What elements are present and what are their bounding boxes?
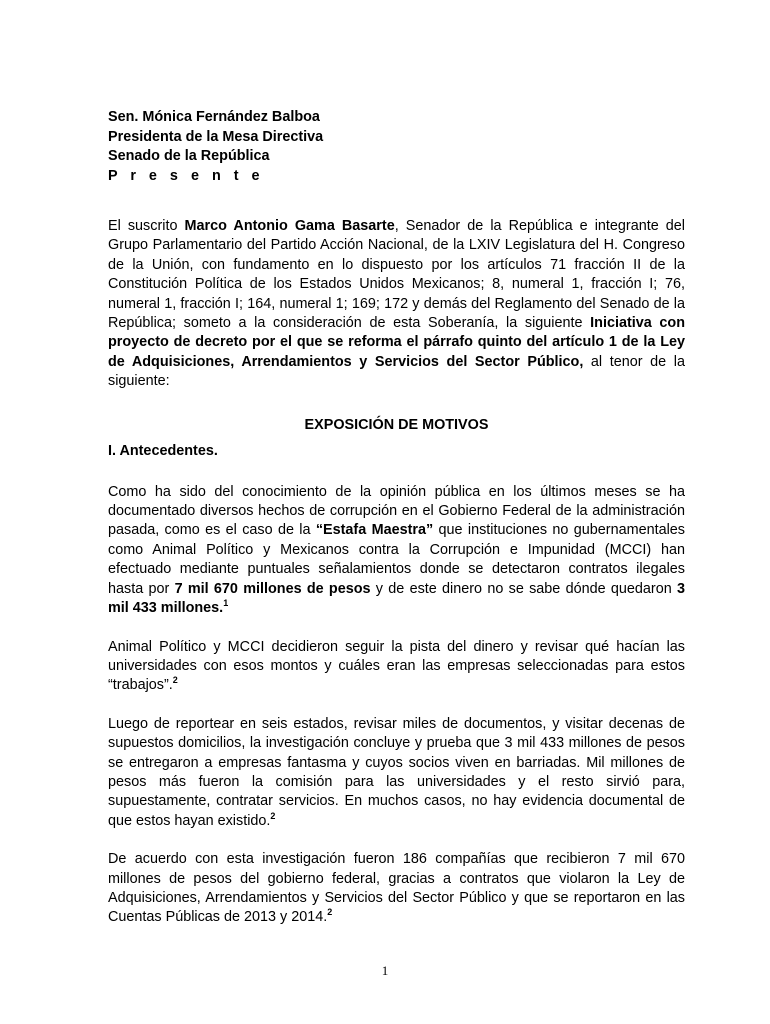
p1-bold-estafa: “Estafa Maestra” — [315, 522, 434, 539]
p1-text-3: y de este dinero no se sabe dónde quedaron — [370, 580, 677, 597]
intro-text-2: , Senador de la República e integrante del Grupo Parlamentario del Partido Acción Nacional, de la LXIV Legislatura del H. Congreso de la Unión, con fundamento en lo dispuesto por los artículos 71 fracción II de la Constitución Política de los Estados Unidos Mexicanos; 8, numeral 1, fracción I; 76, numeral 1, fracción I; 164, numeral 1; 169; 172 y demás del Reglamento del Senado de la República; someto a la consideración de esta Soberanía, la siguiente — [108, 218, 685, 332]
p1-bold-missing: 3 mil 433 millones. — [108, 580, 685, 617]
footnote-ref: 2 — [327, 907, 333, 918]
paragraph-1 — [108, 483, 685, 619]
footnote-ref: 2 — [270, 810, 276, 821]
p3-text: Luego de reportear en seis estados, revisar miles de documentos, y visitar decenas de supuestos domicilios, la investigación concluye y prueba que 3 mil 433 millones de pesos se entregaron a empresas fantasma y cuyos socios viven en barriadas. Mil millones de pesos más fueron la comisión para las universidades y el resto sirvió para, supuestamente, contratar servicios. En muchos casos, no hay evidencia documental de que estos hayan existido. — [108, 715, 685, 829]
p1-text-2: que instituciones no gubernamentales como Animal Político y Mexicanos contra la Corrupción e Impunidad (MCCI) han efectuado mediante puntuales señalamientos donde se detectaron contratos ilegales hasta por — [108, 522, 685, 597]
addressee-institution: Senado de la República — [108, 148, 270, 164]
intro-text-3: al tenor de la siguiente: — [108, 353, 685, 390]
p1-bold-amount: 7 mil 670 millones de pesos — [174, 580, 371, 597]
p1-text-1: Como ha sido del conocimiento de la opinión pública en los últimos meses se ha documentado diversos hechos de corrupción en el Gobierno Federal de la administración pasada, como es el caso de la — [108, 483, 685, 539]
intro-text-1: El suscrito — [108, 218, 185, 234]
p2-text: Animal Político y MCCI decidieron seguir la pista del dinero y revisar qué hacían las universidades con esos montos y cuáles eran las empresas seleccionadas para estos “trabajos”. — [108, 638, 685, 694]
intro-paragraph — [108, 217, 685, 392]
subsection-heading: I. Antecedentes. — [108, 443, 218, 460]
senator-name: Marco Antonio Gama Basarte — [184, 218, 395, 234]
paragraph-2 — [108, 638, 685, 696]
addressee-block — [108, 108, 685, 186]
initiative-title: Iniciativa con proyecto de decreto por el que se reforma el párrafo quinto del artículo 1 de la Ley de Adquisiciones, Arrendamientos y Servicios del Sector Público, — [108, 315, 686, 370]
p4-text: De acuerdo con esta investigación fueron 186 compañías que recibieron 7 mil 670 millones de pesos del gobierno federal, gracias a contratos que violaron la Ley de Adquisiciones, Arrendamientos y Servicios del Sector Público y que se reportaron en las Cuentas Públicas de 2013 y 2014. — [108, 851, 685, 926]
addressee-position: Presidenta de la Mesa Directiva — [108, 128, 324, 145]
footnote-ref: 2 — [172, 675, 178, 686]
addressee-presente: P r e s e n t e — [108, 167, 265, 184]
section-heading: EXPOSICIÓN DE MOTIVOS — [304, 416, 489, 433]
footnote-ref: 1 — [223, 598, 229, 609]
paragraph-4 — [108, 850, 685, 928]
addressee-name: Sen. Mónica Fernández Balboa — [108, 109, 320, 125]
paragraph-3 — [108, 715, 685, 831]
page-number: 1 — [381, 963, 389, 978]
